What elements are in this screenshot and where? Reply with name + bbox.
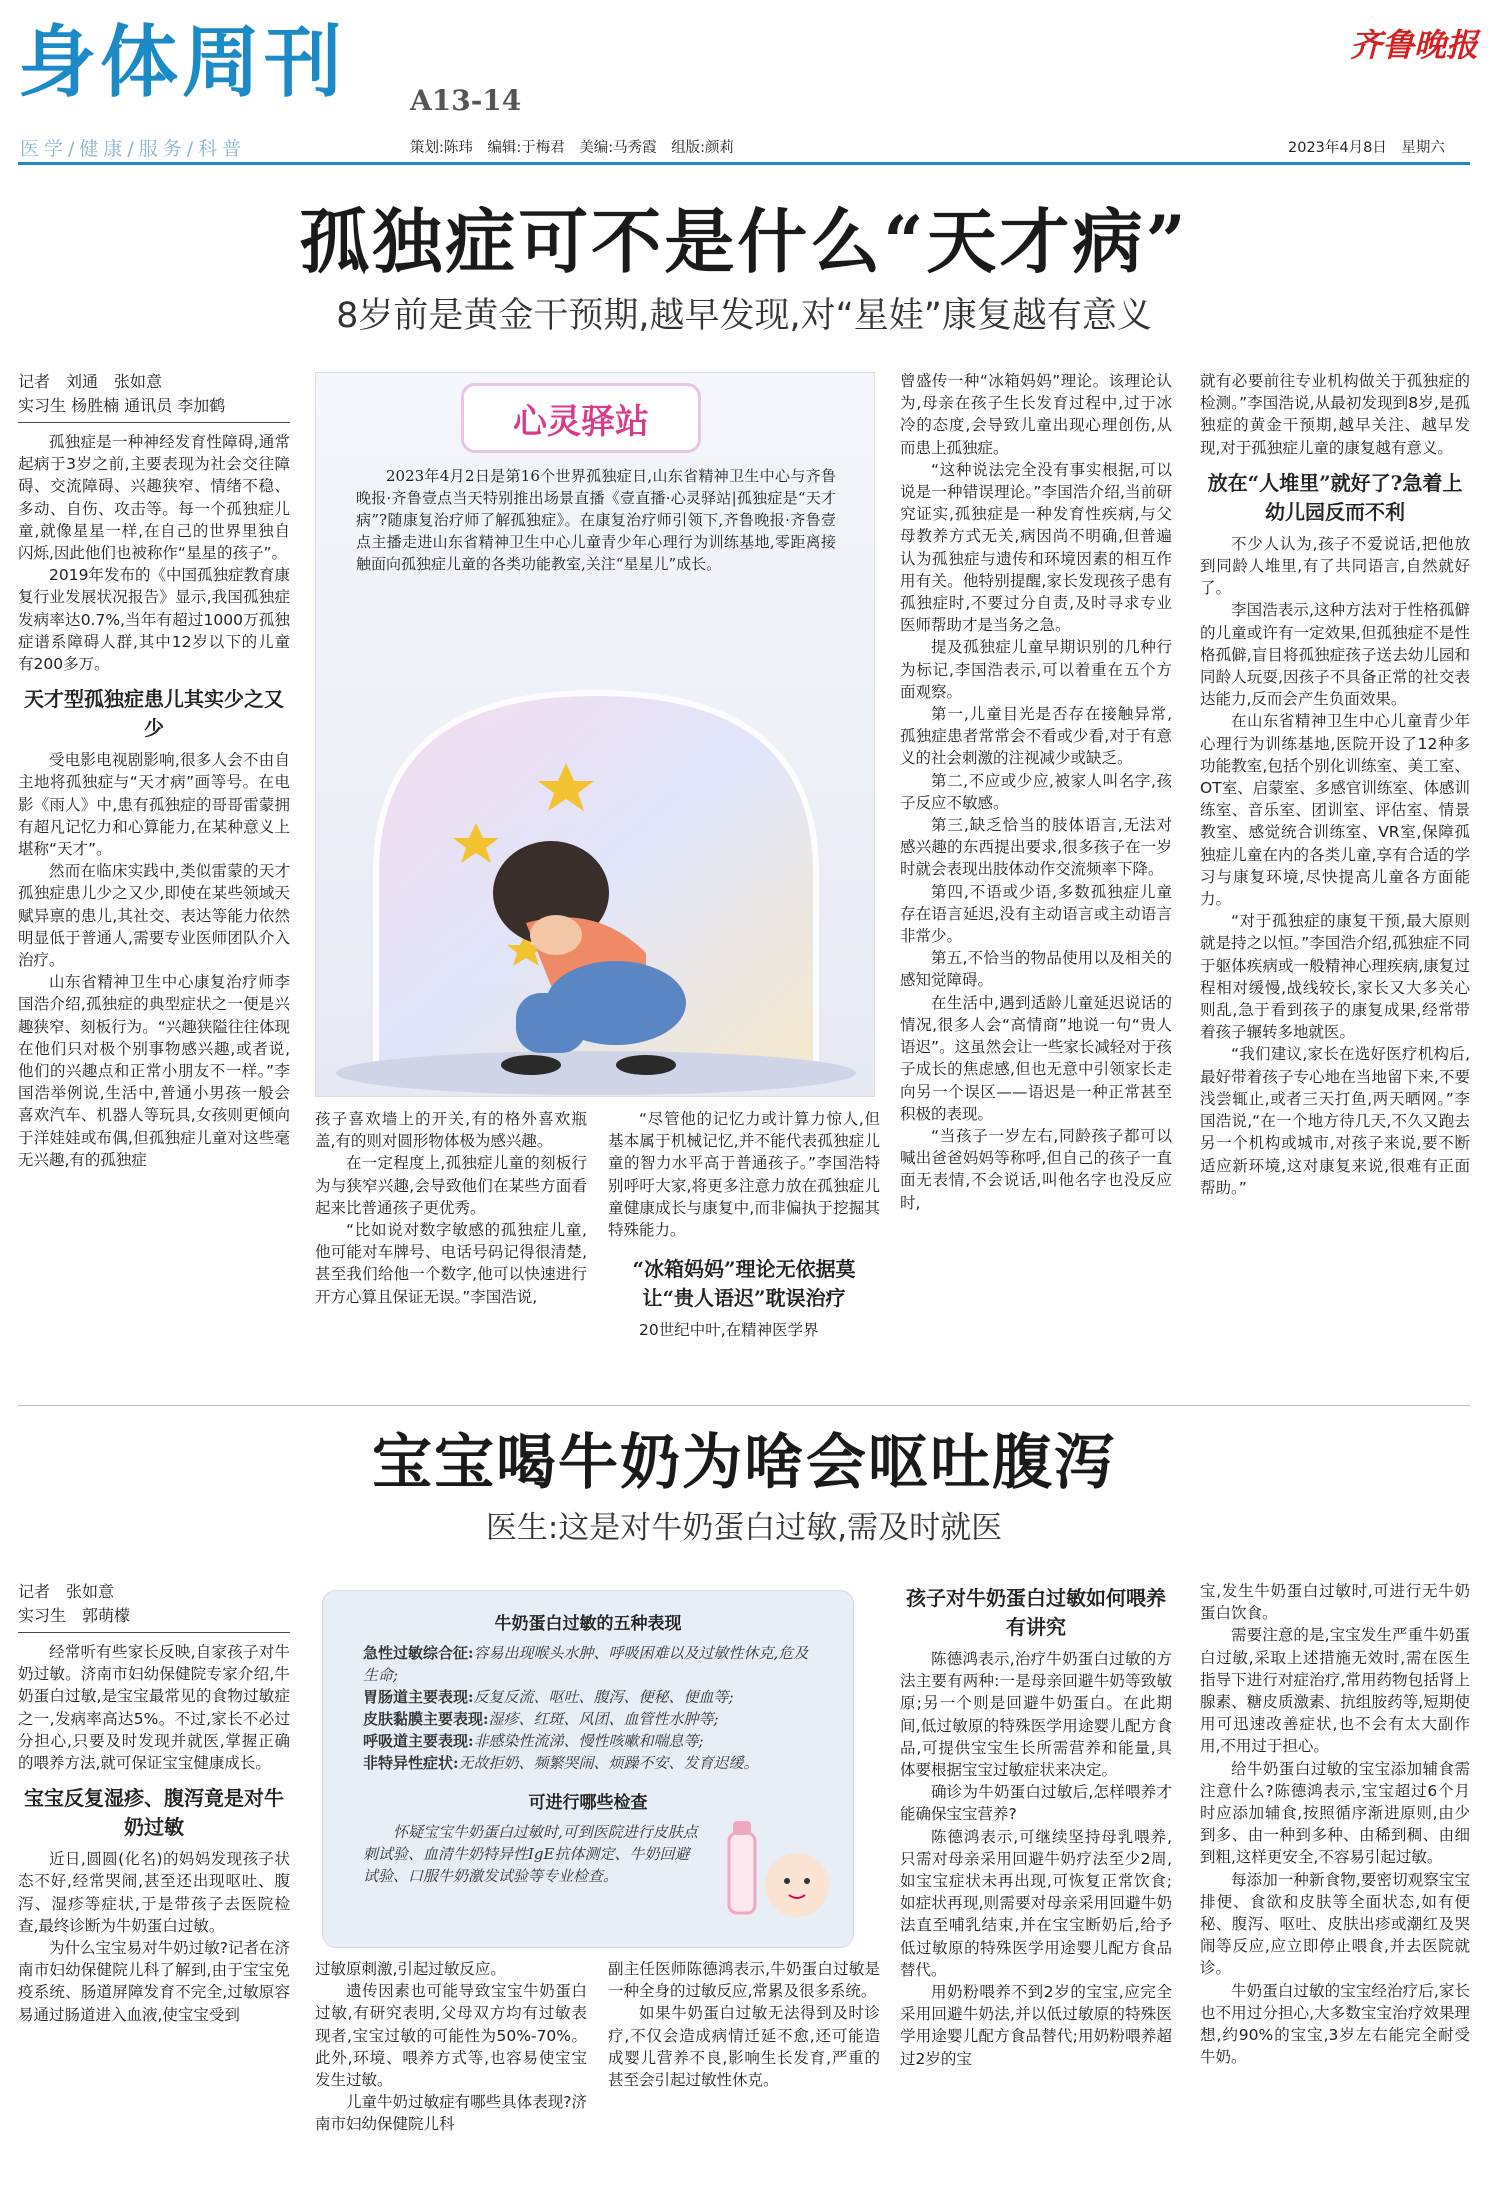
symptom-list [323,1642,853,1774]
a2-column-1: 记者 张如意 实习生 郭萌檬 经常听有些家长反映,自家孩子对牛奶过敏。济南市妇幼保健院专家介绍,牛奶蛋白过敏,是宝宝最常见的食物过敏症之一,发病率高达5%。不过,家长不必过分担心,只要及时发现并就医,掌握正确的喂养方法,就可保证宝宝健康成长。 宝宝反复湿疹、腹泻竟是对牛奶过敏 近日,圆圆(化名)的妈妈发现孩子状态不好,经常哭闹,甚至还出现呕吐、腹泻、湿疹等症状,于是带孩子去医院检查,最终诊断为牛奶蛋白过敏。 为什么宝宝易对牛奶过敏?记者在济南市妇幼保健院儿科了解到,由于宝宝免疫系统、肠道屏障发育不完全,过敏原容易通过肠道进入血液,使宝宝受到 [18,1582,290,2024]
symptom-item: 非特异性症状:无故拒奶、频繁哭闹、烦躁不安、发育迟缓。 [363,1754,759,1772]
a2-column-5: 宝,发生牛奶蛋白过敏时,可进行无牛奶蛋白饮食。 需要注意的是,宝宝发生严重牛奶蛋白过敏,采取上述措施无效时,需在医生指导下进行对症治疗,常用药物包括肾上腺素、糖皮质激素、抗组胺药等,短期使用可迅速改善症状,也不会有太大副作用,不用过于担心。 给牛奶蛋白过敏的宝宝添加辅食需注意什么?陈德鸿表示,宝宝超过6个月时应添加辅食,按照循序渐进原则,由少到多、由一种到多种、由稀到稠、由细到粗,这样更安全,不容易引起过敏。 每添加一种新食物,要密切观察宝宝排便、食欲和皮肤等全面状态,如有便秘、腹泻、呕吐、皮肤出疹或潮红及哭闹等反应,应立即停止喂食,并去医院就诊。 牛奶蛋白过敏的宝宝经治疗后,家长也不用过分担心,大多数宝宝治疗效果理想,约90%的宝宝,3岁左右能完全耐受牛奶。 [1200,1582,1470,2067]
a1-subheading-3: 放在“人堆里”就好了?急着上幼儿园反而不利 [1207,470,1463,524]
byline-rule [18,1632,290,1633]
issue-date: 2023年4月8日 星期六 [1288,140,1445,156]
a1-subheading-1: 天才型孤独症患儿其实少之又少 [24,687,284,741]
subheadline-1: 8岁前是黄金干预期,越早发现,对“星娃”康复越有意义 [336,296,1152,336]
a1-subheading-2: “冰箱妈妈”理论无依据莫让“贵人语迟”耽误治疗 [632,1257,856,1311]
a1-column-5: 就有必要前往专业机构做关于孤独症的检测。”李国浩说,从最初发现到8岁,是孤独症的黄金干预期,越早关注、越早发现,对于孤独症儿童的康复越有意义。 放在“人堆里”就好了?急着上幼儿园反而不利 不少人认为,孩子不爱说话,把他放到同龄人堆里,有了共同语言,自然就好了。 李国浩表示,这种方法对于性格孤僻的儿童或许有一定效果,但孤独症不是性格孤僻,盲目将孤独症孩子送去幼儿园和同龄人玩耍,因孩子不具备正常的社交表达能力,反而会产生负面效果。 在山东省精神卫生中心儿童青少年心理行为训练基地,医院开设了12种多功能教室,包括个别化训练室、美工室、OT室、启蒙室、多感官训练室、体感训练室、音乐室、团训室、评估室、情景教室、感觉统合训练室、VR室,保障孤独症儿童在内的各类儿童,享有合适的学习与康复环境,尽快提高儿童各方面能力。 “对于孤独症的康复干预,最大原则就是持之以恒。”李国浩介绍,孤独症不同于躯体疾病或一般精神心理疾病,康复过程相对缓慢,战线较长,家长又大多关心则乱,急于看到孩子的康复成果,经常带着孩子辗转多地就医。 “我们建议,家长在选好医疗机构后,最好带着孩子专心地在当地留下来,不要浅尝辄止,或者三天打鱼,两天晒网。”李国浩说,“在一个地方待几天,不久又跑去另一个机构或城市,对孩子来说,要不断适应新环境,这对康复来说,很难有正面帮助。” [1200,372,1470,1197]
a2-column-2: 过敏原刺激,引起过敏反应。 遗传因素也可能导致宝宝牛奶蛋白过敏,有研究表明,父母双方均有过敏表现者,宝宝过敏的可能性为50%-70%。此外,环境、喂养方式等,也容易使宝宝发生过敏。 儿童牛奶过敏症有哪些具体表现?济南市妇幼保健院儿科 [315,1960,587,2134]
symptom-item: 胃肠道主要表现:反复反流、呕吐、腹泻、便秘、便血等; [363,1688,734,1706]
a1-column-2: 孩子喜欢墙上的开关,有的格外喜欢瓶盖,有的则对圆形物体极为感兴趣。 在一定程度上,孤独症儿童的刻板行为与狭窄兴趣,会导致他们在某些方面看起来比普通孩子更优秀。 “比如说对数字敏感的孤独症儿童,他可能对车牌号、电话号码记得很清楚,甚至我们给他一个数字,他可以快速进行开方心算且保证无误。”李国浩说, [315,1110,587,1306]
glass-dome-child-illustration [316,673,875,1097]
symptom-item: 皮肤黏膜主要表现:湿疹、红斑、风团、血管性水肿等; [363,1710,719,1728]
a1-column-3: “尽管他的记忆力或计算力惊人,但基本属于机械记忆,并不能代表孤独症儿童的智力水平高于普通孩子。”李国浩特别呼吁大家,将更多注意力放在孤独症儿童健康成长与康复中,而非偏执于挖掘其特殊能力。 “冰箱妈妈”理论无依据莫让“贵人语迟”耽误治疗 20世纪中叶,在精神医学界 [608,1110,880,1340]
a1-column-1: 记者 刘通 张如意 实习生 杨胜楠 通讯员 李加鹤 孤独症是一种神经发育性障碍,通常起病于3岁之前,主要表现为社会交往障碍、交流障碍、兴趣狭窄、情绪不稳、多动、自伤、攻击等。每一个孤独症儿童,就像星星一样,在自己的世界里独自闪烁,因此他们也被称作“星星的孩子”。 2019年发布的《中国孤独症教育康复行业发展状况报告》显示,我国孤独症发病率达0.7%,当年有超过1000万孤独症谱系障碍人群,其中12岁以下的儿童有200多万。 天才型孤独症患儿其实少之又少 受电影电视剧影响,很多人会不由自主地将孤独症与“天才病”画等号。在电影《雨人》中,患有孤独症的哥哥雷蒙拥有超凡记忆力和心算能力,在某种意义上堪称“天才”。 然而在临床实践中,类似雷蒙的天才孤独症患儿少之又少,即使在某些领域天赋异禀的患儿,其社交、表达等能力依然明显低于普通人,需要专业医师团队介入治疗。 山东省精神卫生中心康复治疗师李国浩介绍,孤独症的典型症状之一便是兴趣狭窄、刻板行为。“兴趣狭隘往往体现在他们只对极个别事物感兴趣,或者说,他们的兴趣点和正常小朋友不一样。”李国浩举例说,生活中,普通小男孩一般会喜欢汽车、机器人等玩具,女孩则更倾向于洋娃娃或布偶,但孤独症儿童对这些毫无兴趣,有的孤独症 [18,372,290,1169]
feature-illustration [315,372,875,1097]
a2-byline: 记者 张如意 实习生 郭萌檬 [18,1582,131,1625]
symptom-item: 急性过敏综合征:容易出现喉头水肿、呼吸困难以及过敏性休克,危及生命; [363,1644,809,1684]
article-divider [18,1405,1470,1406]
allergy-info-box [322,1590,854,1948]
staff-credits: 策划:陈玮 编辑:于梅君 美编:马秀霞 组版:颜莉 [410,140,735,156]
info-box-heading-1: 牛奶蛋白过敏的五种表现 [494,1614,682,1634]
a2-column-4: 孩子对牛奶蛋白过敏如何喂养有讲究 陈德鸿表示,治疗牛奶蛋白过敏的方法主要有两种:一是母亲回避牛奶等致敏原;另一个则是回避牛奶蛋白。在此期间,低过敏原的特殊医学用途婴儿配方食品,可提供宝宝生长所需营养和能量,具体要根据宝宝过敏症状来决定。 确诊为牛奶蛋白过敏后,怎样喂养才能确保宝宝营养? 陈德鸿表示,可继续坚持母乳喂养,只需对母亲采用回避牛奶疗法至少2周,如宝宝症状未再出现,可恢复正常饮食;如症状再现,则需要对母亲采用回避牛奶法直至哺乳结束,并在宝宝断奶后,给予低过敏原的特殊医学用途婴儿配方食品替代。 用奶粉喂养不到2岁的宝宝,应完全采用回避牛奶法,并以低过敏原的特殊医学用途婴儿配方食品替代;用奶粉喂养超过2岁的宝 [900,1586,1172,2068]
newspaper-logo: 齐鲁晚报 [1350,26,1479,64]
a2-column-3: 副主任医师陈德鸿表示,牛奶蛋白过敏是一种全身的过敏反应,常累及很多系统。 如果牛奶蛋白过敏无法得到及时诊疗,不仅会造成病情迁延不愈,还可能造成婴儿营养不良,影响生长发育,严重的甚至会引起过敏性休克。 [608,1960,880,2090]
a2-subheading-2: 孩子对牛奶蛋白过敏如何喂养有讲究 [906,1586,1166,1639]
page-number: A13-14 [410,84,522,117]
headline-2: 宝宝喝牛奶为啥会呕吐腹泻 [372,1428,1116,1498]
symptom-item: 呼吸道主要表现:非感染性流涕、慢性咳嗽和喘息等; [363,1732,704,1750]
subheadline-2: 医生:这是对牛奶蛋白过敏,需及时就医 [485,1510,1003,1546]
feature-intro: 2023年4月2日是第16个世界孤独症日,山东省精神卫生中心与齐鲁晚报·齐鲁壹点当天特别推出场景直播《壹直播·心灵驿站|孤独症是“天才病”?随康复治疗师了解孤独症》。在康复治疗师引领下,齐鲁晚报·齐鲁壹点主播走进山东省精神卫生中心儿童青少年心理行为训练基地,零距离接触面向孤独症儿童的各类功能教室,关注“星星儿”成长。 [356,467,836,573]
a1-column-4: 曾盛传一种“冰箱妈妈”理论。该理论认为,母亲在孩子生长发育过程中,过于冰冷的态度,会导致儿童出现心理创伤,从而患上孤独症。 “这种说法完全没有事实根据,可以说是一种错误理论。”李国浩介绍,当前研究证实,孤独症是一种发育性疾病,与父母教养方式无关,病因尚不明确,但普遍认为孤独症与遗传和环境因素的相互作用有关。他特别提醒,家长发现孩子患有孤独症时,不要过分自责,及时寻求专业医师帮助才是当务之急。 提及孤独症儿童早期识别的几种行为标记,李国浩表示,可以着重在五个方面观察。 第一,儿童目光是否存在接触异常,孤独症患者常常会不看或少看,对于有意义的社会刺激的注视减少或缺乏。 第二,不应或少应,被家人叫名字,孩子反应不敏感。 第三,缺乏恰当的肢体语言,无法对感兴趣的东西提出要求,很多孩子在一岁时就会表现出肢体动作交流频率下降。 第四,不语或少语,多数孤独症儿童存在语言延迟,没有主动语言或主动语言非常少。 第五,不恰当的物品使用以及相关的感知觉障碍。 在生活中,遇到适龄儿童延迟说话的情况,很多人会“高情商”地说一句“贵人语迟”。这虽然会让一些家长减轻对于孩子成长的焦虑感,但也无意中引领家长走向另一个误区——语迟是一种正常甚至积极的表现。 “当孩子一岁左右,同龄孩子都可以喊出爸爸妈妈等称呼,但自己的孩子一直面无表情,不会说话,叫他名字也没反应时, [900,372,1172,1212]
section-title: 身体周刊 [18,17,347,108]
a1-byline: 记者 刘通 张如意 实习生 杨胜楠 通讯员 李加鹤 [18,372,226,415]
exam-text: 怀疑宝宝牛奶蛋白过敏时,可到医院进行皮肤点刺试验、血清牛奶特异性IgE抗体测定、牛奶回避试验、口服牛奶激发试验等专业检查。 [363,1823,698,1885]
info-box-heading-2: 可进行哪些检查 [528,1793,648,1813]
header-rule [18,162,1470,165]
baby-bottle-icon [719,1813,839,1933]
column-badge: 心灵驿站 [461,383,701,453]
byline-rule [18,422,290,423]
headline-1: 孤独症可不是什么“天才病” [299,200,1189,283]
section-subtitle: 医学/健康/服务/科普 [20,138,247,160]
a2-subheading-1: 宝宝反复湿疹、腹泻竟是对牛奶过敏 [24,1786,284,1840]
